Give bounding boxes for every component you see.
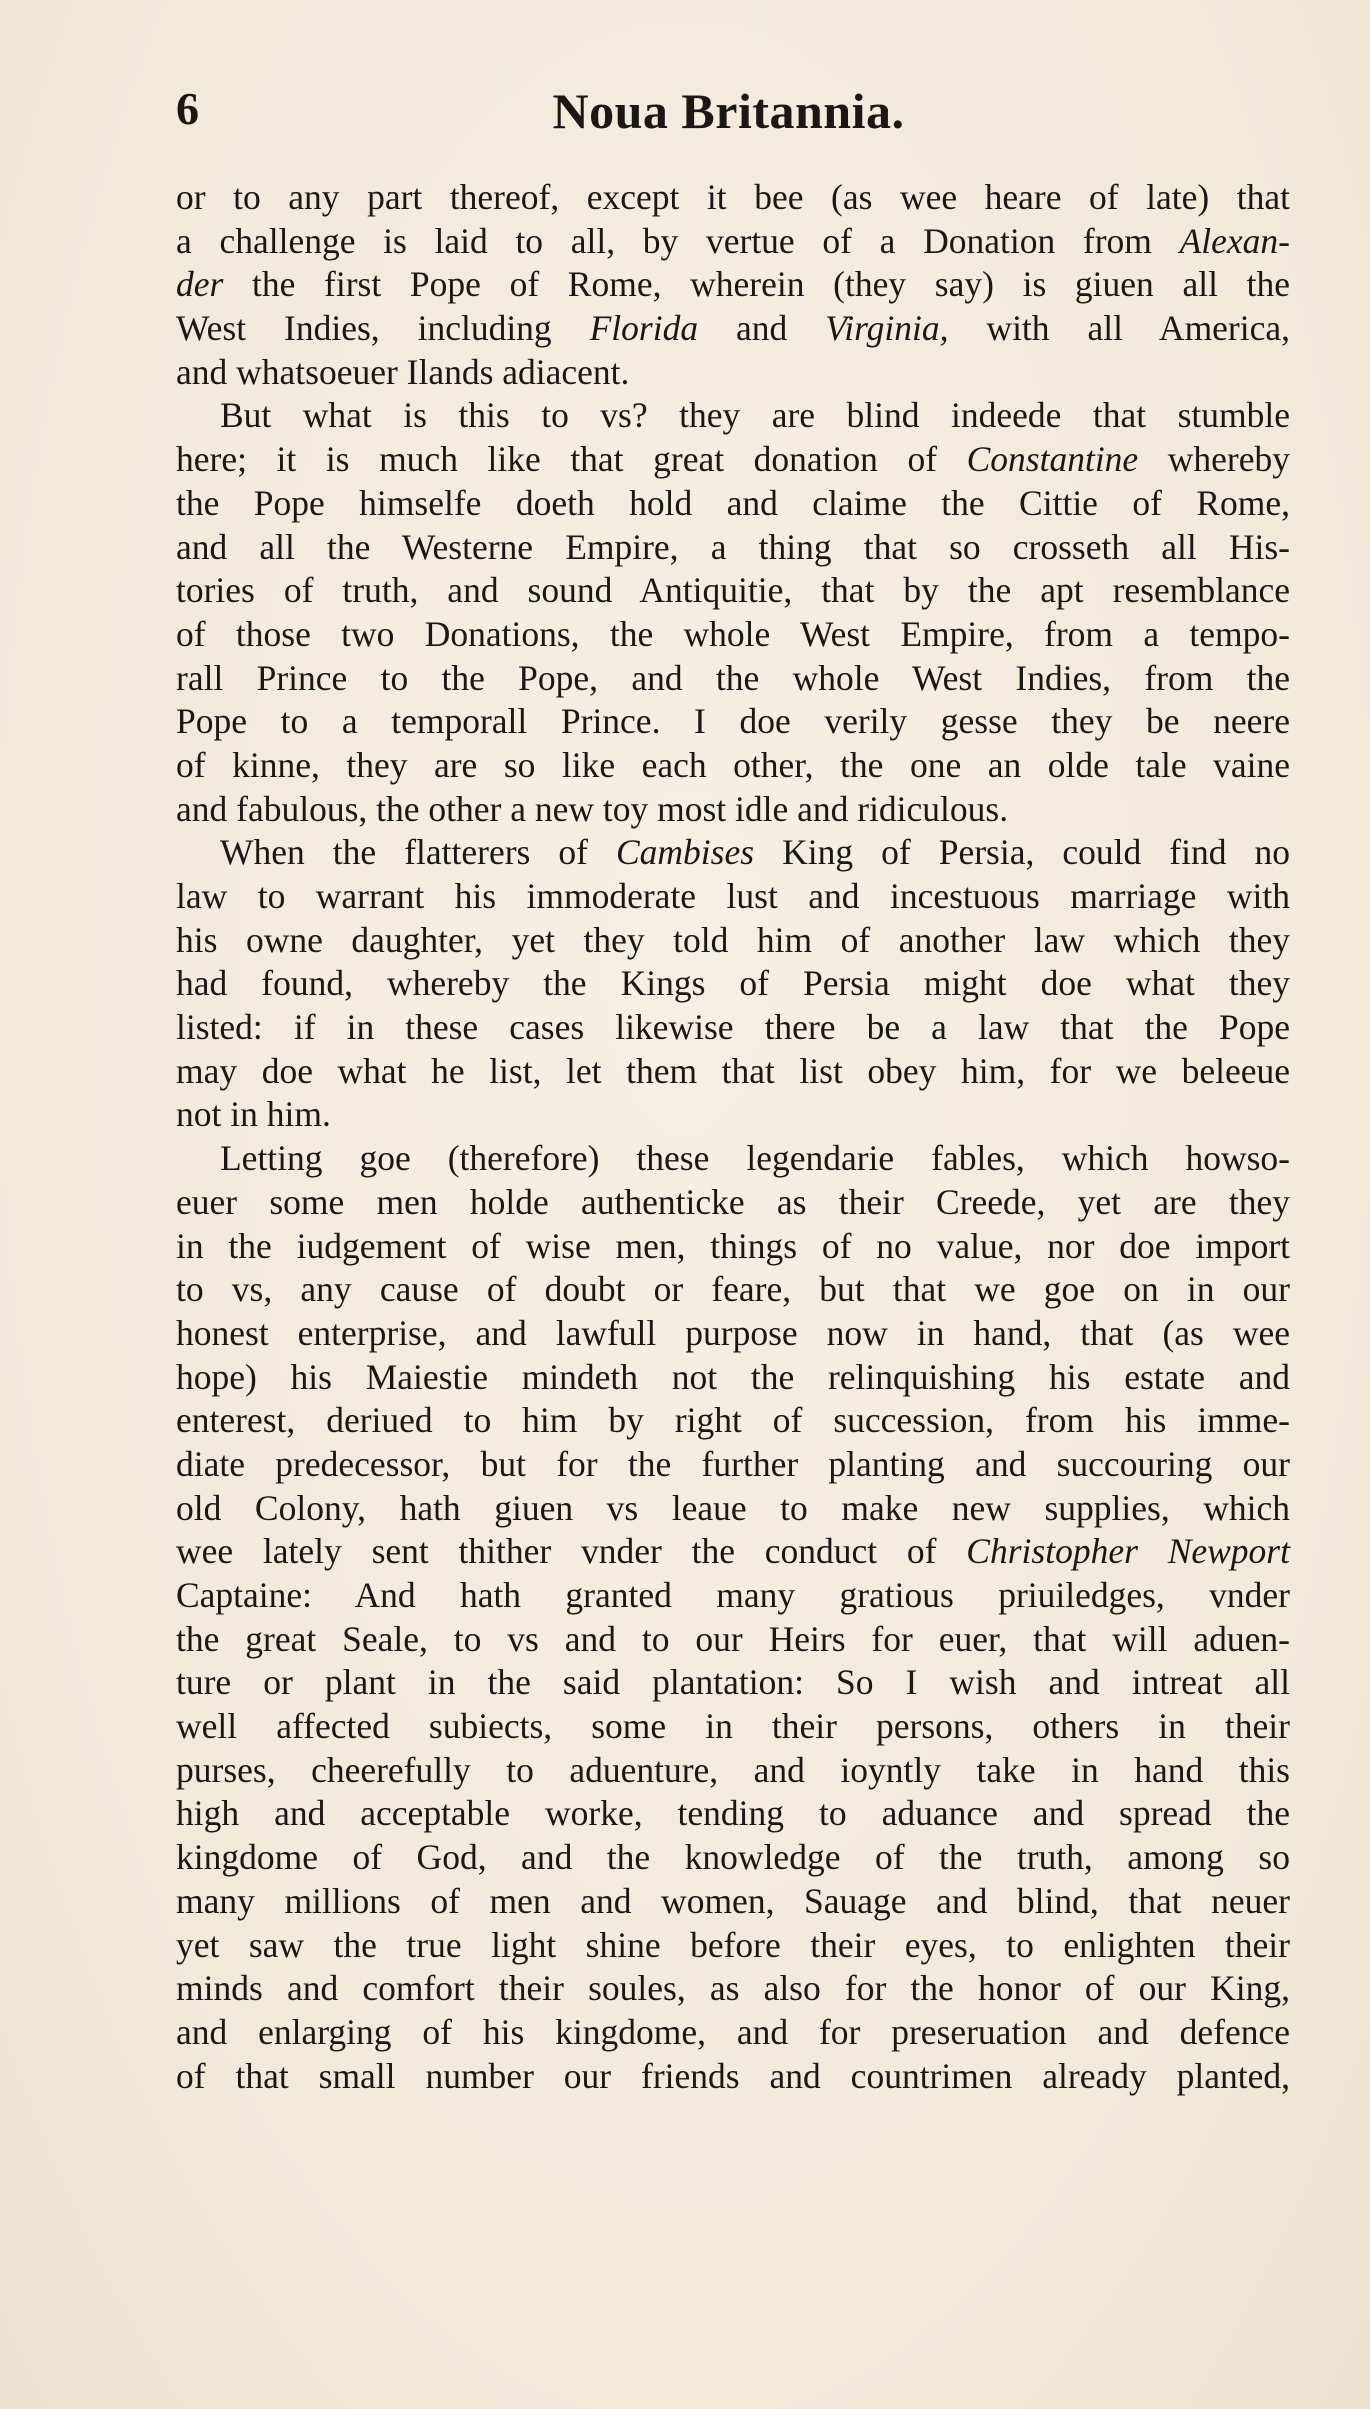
italic-text: Cambises [615, 832, 755, 873]
text-line [176, 220, 1290, 264]
text-line [176, 307, 1290, 351]
text-segment: of those two Donations, the whole West Empire, from a tempo- [176, 613, 1290, 654]
text-line [176, 700, 1290, 744]
text-line [176, 2055, 1290, 2099]
text-line [176, 788, 1290, 832]
text-segment: honest enterprise, and lawfull purpose now in hand, that (as wee [176, 1312, 1290, 1353]
text-segment: yet saw the true light shine before their eyes, to enlighten their [176, 1924, 1290, 1965]
text-line [176, 1356, 1290, 1400]
text-segment: minds and comfort their soules, as also for the honor of our King, [176, 1968, 1290, 2009]
text-segment: of kinne, they are so like each other, the one an olde tale vaine [176, 744, 1290, 785]
text-line [176, 657, 1290, 701]
text-segment: high and acceptable worke, tending to aduance and spread the [176, 1793, 1290, 1834]
text-segment: purses, cheerefully to aduenture, and ioyntly take in hand this [176, 1749, 1290, 1790]
running-title: Noua Britannia. [552, 83, 905, 139]
text-segment: Captaine: And hath granted many gratious priuiledges, vnder [176, 1575, 1290, 1615]
text-line [176, 744, 1290, 788]
text-line [176, 351, 1290, 395]
text-segment: the Pope himselfe doeth hold and claime the Cittie of Rome, [176, 482, 1290, 523]
text-line [176, 2011, 1290, 2055]
text-line [176, 1093, 1290, 1137]
text-line [176, 438, 1290, 482]
text-segment: rall Prince to the Pope, and the whole West Indies, from the [176, 657, 1290, 698]
text-line [176, 526, 1290, 570]
text-segment: well affected subiects, some in their persons, others in their [176, 1706, 1290, 1747]
text-line [176, 1574, 1290, 1618]
text-segment: of that small number our friends and countrimen already planted, [176, 2055, 1290, 2096]
text-segment: When the flatterers of [220, 832, 616, 873]
text-segment: the first Pope of Rome, wherein (they say) is giuen all the [223, 264, 1290, 305]
text-line [176, 1006, 1290, 1050]
text-line [176, 1924, 1290, 1968]
page-number: 6 [176, 83, 199, 134]
italic-text: Florida [589, 308, 699, 349]
text-segment: Letting goe (therefore) these legendarie fables, which howso- [220, 1138, 1290, 1179]
text-line [176, 1967, 1290, 2011]
text-line [176, 394, 1290, 438]
text-line [176, 1312, 1290, 1356]
text-line [176, 1705, 1290, 1749]
text-segment: ture or plant in the said plantation: So I wish and intreat all [176, 1662, 1290, 1703]
italic-text: Alexan- [1179, 220, 1290, 261]
text-line [176, 1530, 1290, 1574]
text-segment: diate predecessor, but for the further planting and succouring our [176, 1443, 1290, 1484]
text-segment: here; it is much like that great donation of [176, 439, 967, 480]
italic-text: Virginia, [825, 308, 949, 349]
text-line [176, 875, 1290, 919]
text-line [176, 482, 1290, 526]
text-line [176, 1399, 1290, 1443]
text-segment: hope) his Maiestie mindeth not the relinquishing his estate and [176, 1356, 1290, 1397]
italic-text: Constantine [966, 439, 1139, 480]
text-line [176, 613, 1290, 657]
text-segment: enterest, deriued to him by right of succession, from his imme- [176, 1400, 1290, 1441]
text-segment: kingdome of God, and the knowledge of the truth, among so [176, 1837, 1290, 1878]
text-line [176, 1487, 1290, 1531]
text-segment: But what is this to vs? they are blind indeede that stumble [220, 395, 1290, 436]
text-segment: law to warrant his immoderate lust and incestuous marriage with [176, 876, 1290, 916]
text-line [176, 1137, 1290, 1181]
text-segment: wee lately sent thither vnder the conduct of [176, 1531, 967, 1572]
text-line [176, 1050, 1290, 1094]
text-segment: in the iudgement of wise men, things of no value, nor doe import [176, 1225, 1290, 1266]
text-segment: and all the Westerne Empire, a thing that so crosseth all His- [176, 526, 1290, 567]
text-line [176, 1792, 1290, 1836]
text-segment: a challenge is laid to all, by vertue of a Donation from [176, 220, 1180, 261]
text-line [176, 1225, 1290, 1269]
text-line [176, 1880, 1290, 1924]
text-segment: to vs, any cause of doubt or feare, but that we goe on in our [176, 1269, 1290, 1310]
text-line [176, 831, 1290, 875]
text-segment: had found, whereby the Kings of Persia might doe what they [176, 963, 1290, 1004]
text-segment: the great Seale, to vs and to our Heirs for euer, that will aduen- [176, 1618, 1290, 1659]
text-segment: not in him. [176, 1094, 331, 1135]
text-segment: old Colony, hath giuen vs leaue to make new supplies, which [176, 1487, 1290, 1528]
italic-text: der [176, 264, 224, 305]
text-segment: Pope to a temporall Prince. I doe verily gesse they be neere [176, 701, 1290, 742]
text-segment: may doe what he list, let them that list obey him, for we beleeue [176, 1050, 1290, 1091]
text-segment: and whatsoeuer Ilands adiacent. [176, 351, 630, 392]
text-segment: or to any part thereof, except it bee (as wee heare of late) that [176, 177, 1290, 217]
text-line [176, 919, 1290, 963]
body-text [176, 176, 1290, 2098]
text-segment: many millions of men and women, Sauage and blind, that neuer [176, 1880, 1290, 1921]
text-line [176, 1268, 1290, 1312]
text-line [176, 1618, 1290, 1662]
text-line [176, 569, 1290, 613]
text-line [176, 1181, 1290, 1225]
text-segment: King of Persia, could find no [754, 832, 1290, 873]
text-line [176, 1661, 1290, 1705]
text-segment: and enlarging of his kingdome, and for preseruation and defence [176, 2011, 1290, 2052]
text-line [176, 263, 1290, 307]
text-segment: tories of truth, and sound Antiquitie, that by the apt resemblance [176, 570, 1290, 611]
page-header [176, 82, 1281, 142]
text-segment: and [698, 308, 826, 349]
text-segment: West Indies, including [176, 308, 590, 349]
text-segment: euer some men holde authenticke as their Creede, yet are they [176, 1181, 1290, 1222]
text-segment: and fabulous, the other a new toy most idle and ridiculous. [176, 788, 1009, 829]
text-segment: with all America, [948, 308, 1291, 349]
text-line [176, 1443, 1290, 1487]
text-line [176, 1836, 1290, 1880]
text-segment: his owne daughter, yet they told him of another law which they [176, 919, 1290, 960]
text-line [176, 1749, 1290, 1793]
text-segment: listed: if in these cases likewise there be a law that the Pope [176, 1007, 1290, 1048]
italic-text: Christopher Newport [966, 1531, 1290, 1572]
text-segment: whereby [1138, 439, 1290, 480]
text-line [176, 962, 1290, 1006]
text-line [176, 176, 1290, 220]
